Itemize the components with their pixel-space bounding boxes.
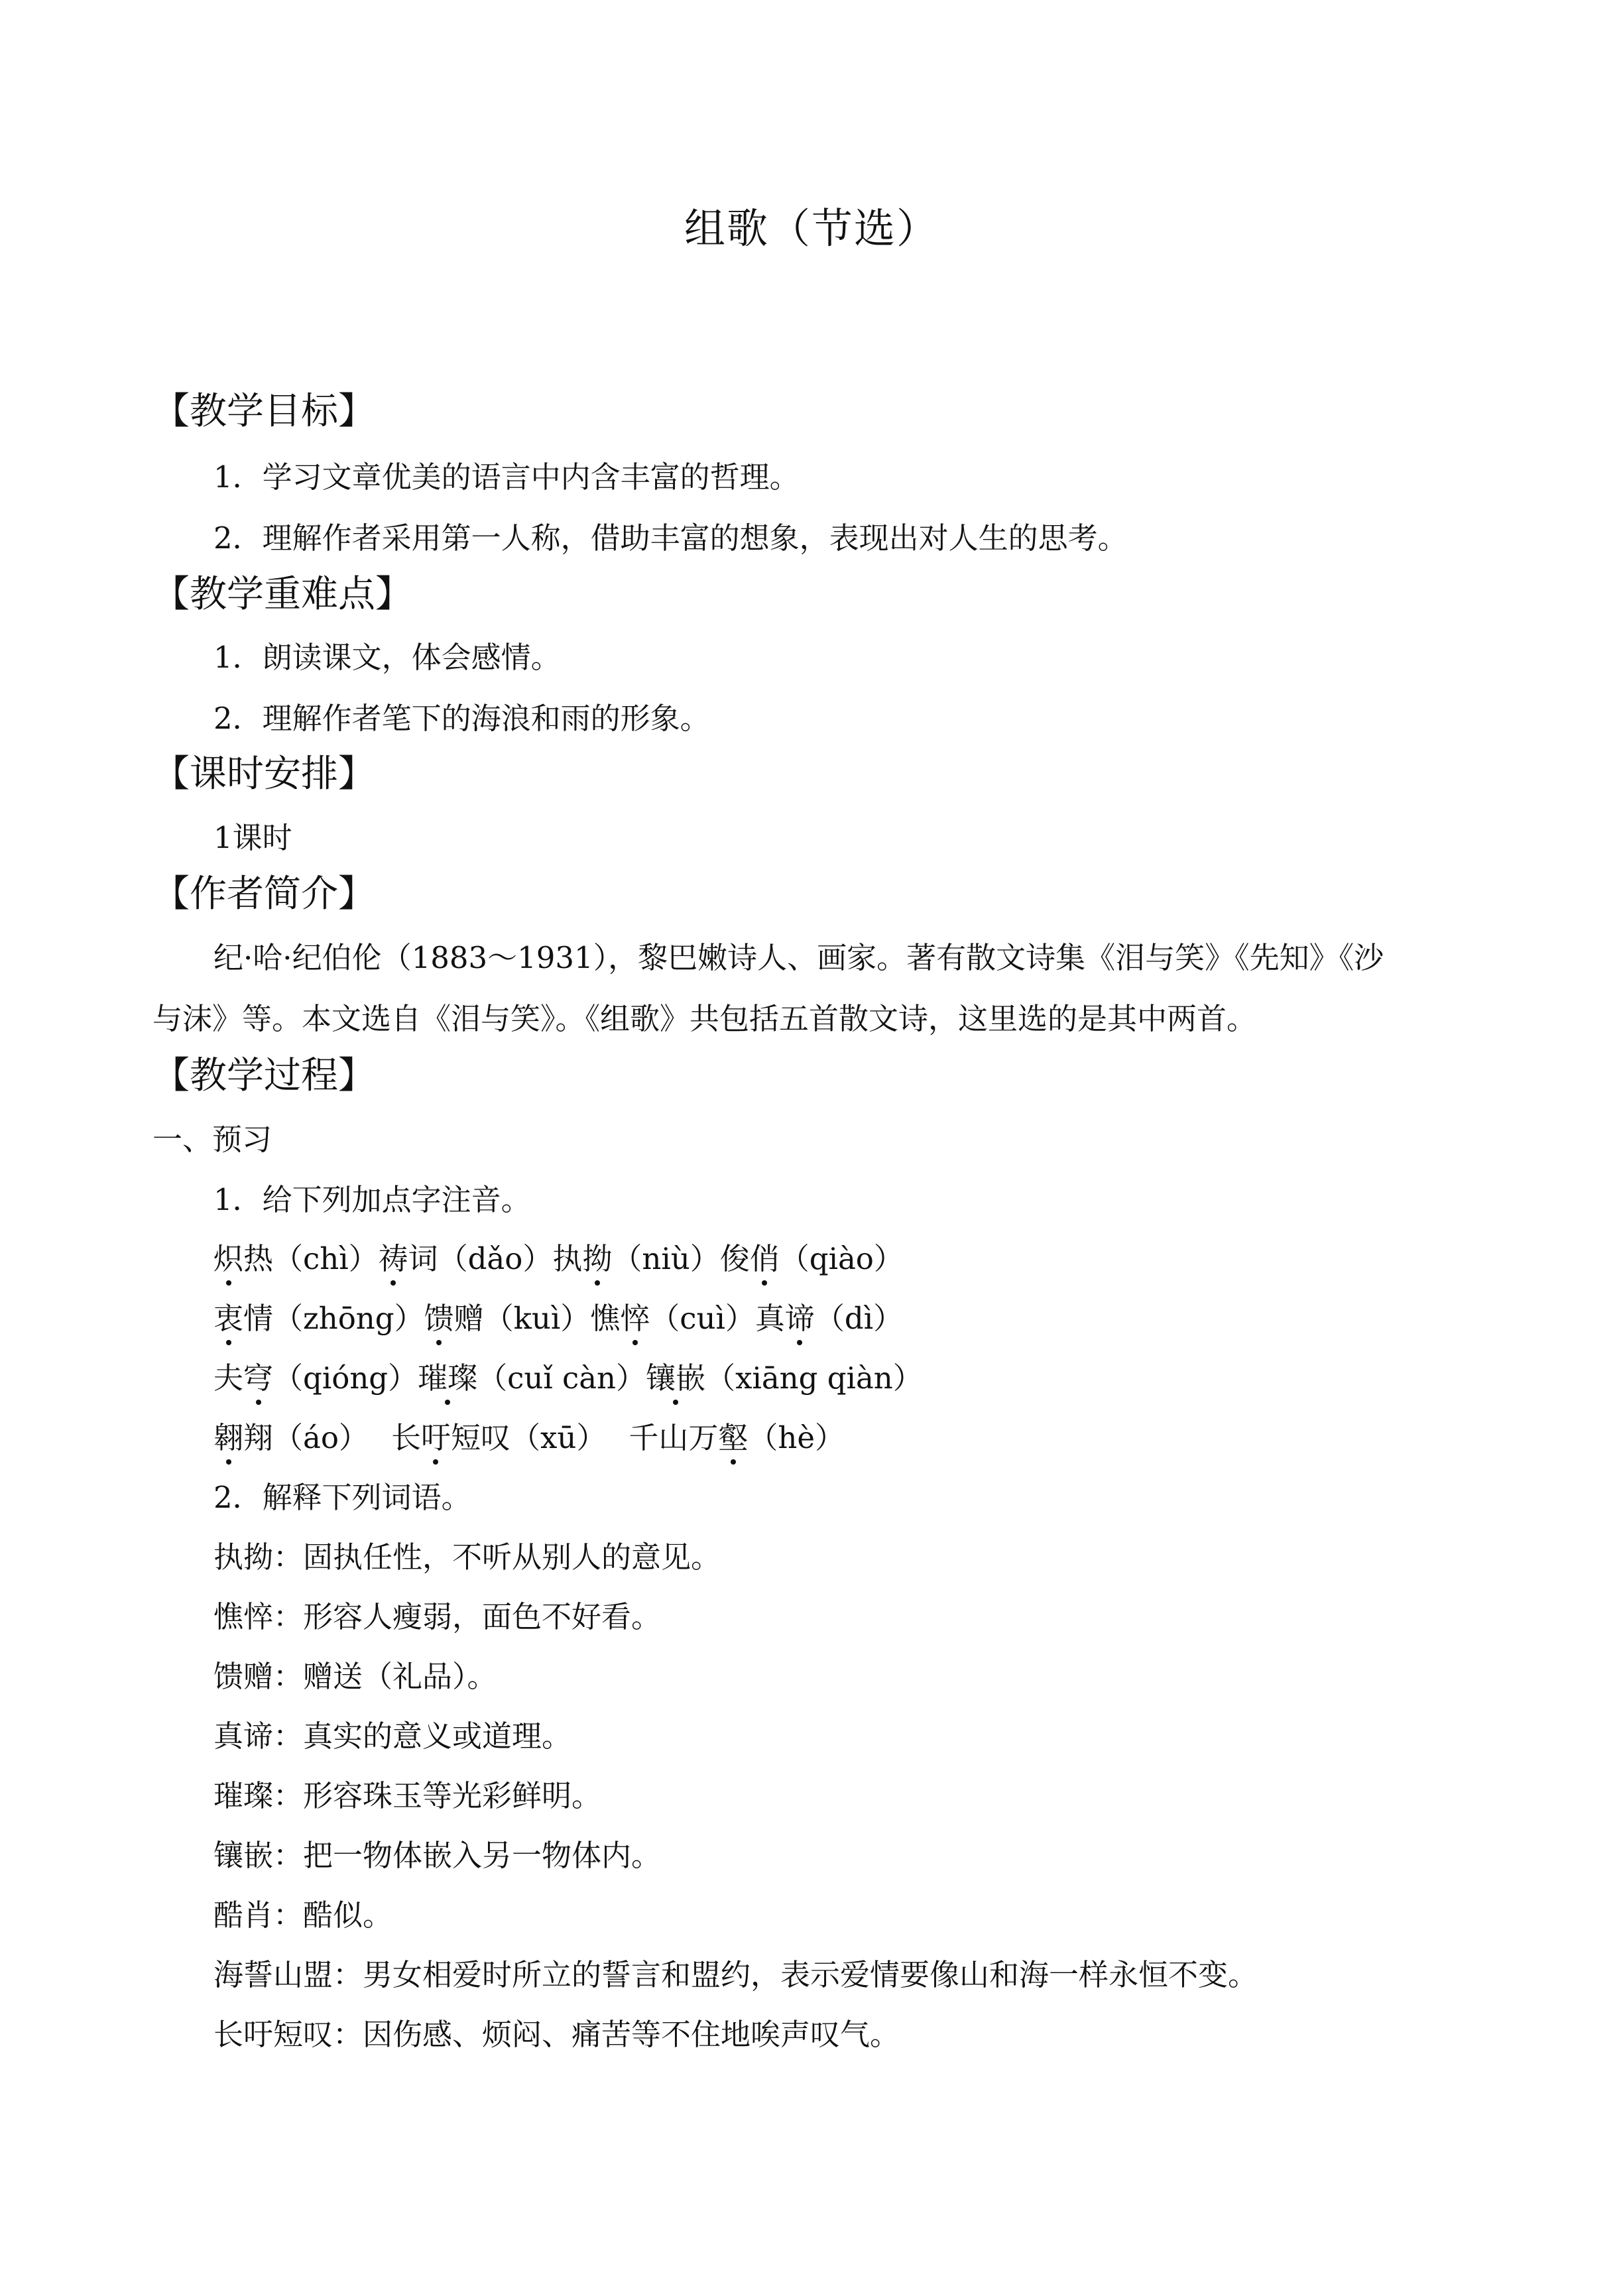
- definition-item: 憔悴：形容人瘦弱，面色不好看。: [213, 1599, 662, 1634]
- definition-item: 执拗：固执任性，不听从别人的意见。: [213, 1540, 721, 1575]
- dotted-char: 俏: [750, 1239, 780, 1279]
- pinyin-row: [213, 1299, 903, 1339]
- dotted-char: 穹: [243, 1359, 273, 1398]
- definition-item: 璀璨：形容珠玉等光彩鲜明。: [213, 1778, 602, 1813]
- definition-item: 馈赠：赠送（礼品）。: [213, 1659, 497, 1694]
- question-1: 1．给下列加点字注音。: [213, 1182, 531, 1217]
- pinyin-item: 夫穹（qióng）: [213, 1360, 418, 1396]
- dotted-char: 衷: [213, 1299, 243, 1339]
- pinyin-item: 俊俏（qiào）: [720, 1241, 904, 1276]
- dotted-char: 镶嵌: [646, 1359, 705, 1398]
- dotted-char: 拗: [582, 1239, 612, 1279]
- pinyin-item: 祷词（dǎo）: [379, 1241, 553, 1276]
- pinyin-row: [213, 1359, 923, 1398]
- definition-item: 镶嵌：把一物体嵌入另一物体内。: [213, 1838, 662, 1873]
- page-title: 组歌（节选）: [684, 204, 939, 253]
- pinyin-item: 衷情（zhōng）: [213, 1301, 424, 1336]
- section-heading-goals: 【教学目标】: [152, 390, 375, 433]
- pinyin-item: 长吁短叹（xū）: [391, 1420, 606, 1455]
- definition-item: 真谛：真实的意义或道理。: [213, 1719, 572, 1754]
- pinyin-item: 馈赠（kuì）: [424, 1301, 591, 1336]
- pinyin-item: 炽热（chì）: [213, 1241, 379, 1276]
- dotted-char: 祷: [379, 1239, 408, 1279]
- author-paragraph-line-1: 纪·哈·纪伯伦（1883～1931），黎巴嫩诗人、画家。著有散文诗集《泪与笑》《先知》《沙: [213, 940, 1384, 975]
- definition-item: 长吁短叹：因伤感、烦闷、痛苦等不住地唉声叹气。: [213, 2017, 900, 2052]
- dotted-char: 翱: [213, 1418, 243, 1458]
- definition-item: 酷肖：酷似。: [213, 1898, 393, 1933]
- dotted-char: 吁: [421, 1418, 451, 1458]
- pinyin-item: 真谛（dì）: [755, 1301, 903, 1336]
- section-heading-schedule: 【课时安排】: [152, 753, 375, 796]
- pinyin-item: 千山万壑（hè）: [629, 1420, 845, 1455]
- dotted-char: 悴: [620, 1299, 650, 1339]
- schedule-text: 1课时: [213, 820, 292, 855]
- dotted-char: 馈: [424, 1299, 454, 1339]
- question-2: 2．解释下列词语。: [213, 1480, 471, 1515]
- definition-item: 海誓山盟：男女相爱时所立的誓言和盟约，表示爱情要像山和海一样永恒不变。: [213, 1957, 1258, 1992]
- dotted-char: 壑: [718, 1418, 748, 1458]
- section-heading-key-points: 【教学重难点】: [152, 573, 412, 616]
- pinyin-item: 镶嵌（xiāng qiàn）: [646, 1360, 923, 1396]
- section-heading-process: 【教学过程】: [152, 1054, 375, 1097]
- key-point-item: 2．理解作者笔下的海浪和雨的形象。: [213, 701, 710, 736]
- pinyin-item: 璀璨（cuǐ càn）: [418, 1360, 646, 1396]
- goal-item: 2．理解作者采用第一人称，借助丰富的想象，表现出对人生的思考。: [213, 520, 1128, 556]
- dotted-char: 炽: [213, 1239, 243, 1279]
- pinyin-item: 憔悴（cuì）: [590, 1301, 755, 1336]
- pinyin-item: 执拗（niù）: [552, 1241, 719, 1276]
- pinyin-row: [213, 1418, 845, 1458]
- pinyin-item: 翱翔（áo）: [213, 1420, 369, 1455]
- section-heading-author: 【作者简介】: [152, 873, 375, 916]
- pinyin-row: [213, 1239, 904, 1279]
- key-point-item: 1．朗读课文，体会感情。: [213, 640, 561, 675]
- author-paragraph-line-2: 与沫》等。本文选自《泪与笑》。《组歌》共包括五首散文诗，这里选的是其中两首。: [152, 1001, 1257, 1036]
- goal-item: 1．学习文章优美的语言中内含丰富的哲理。: [213, 459, 800, 495]
- dotted-char: 璀璨: [418, 1359, 477, 1398]
- dotted-char: 谛: [785, 1299, 815, 1339]
- subsection-title-preview: 一、预习: [152, 1122, 272, 1157]
